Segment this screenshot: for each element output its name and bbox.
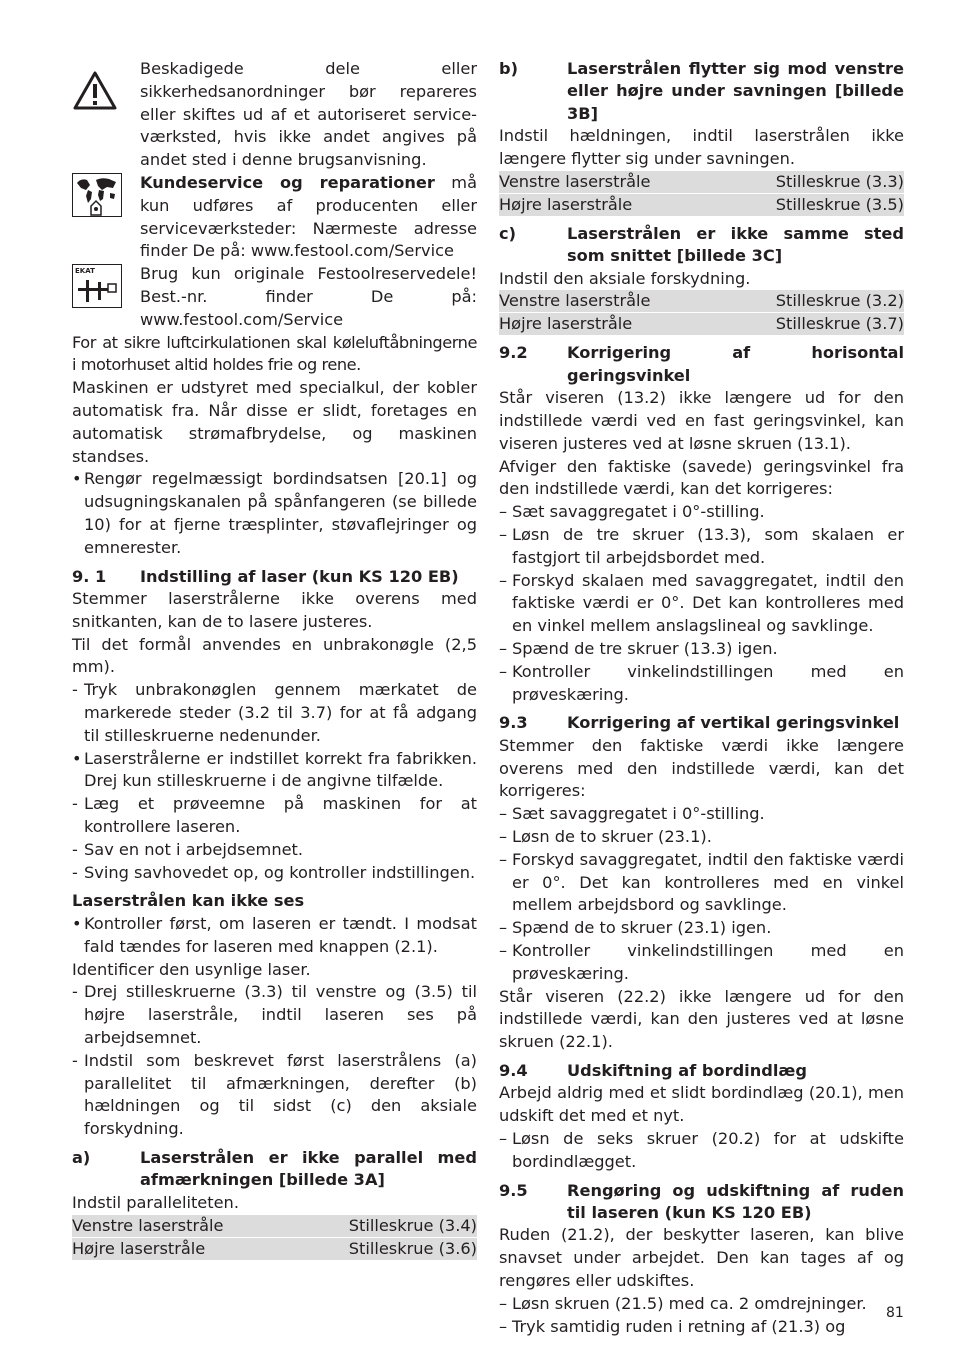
list-item: – Sæt savaggregatet i 0°-stilling. bbox=[499, 804, 765, 824]
paragraph: Arbejd aldrig med et slidt bordindlæg (20.1), men udskift det med et nyt. bbox=[499, 1083, 904, 1126]
list-item: – Forskyd skalaen med savaggregatet, indtil den faktiske værdi er 0°. Det kan kontrolleres med en vinkel mellem anslagslineal og savklinge. bbox=[499, 570, 904, 636]
section-heading: 9. 1 Indstilling af laser (kun KS 120 EB) bbox=[72, 566, 459, 586]
warning-icon bbox=[72, 70, 118, 112]
paragraph: Maskinen er udstyret med specialkul, der kobler automatisk fra. Når disse er slidt, foretages en automatisk strømafbrydelse, og maskinen standses. bbox=[72, 378, 477, 466]
list-item: • Rengør regelmæssigt bordindsatsen [20.1] og udsugningskanalen på spånfangeren (se billede 10) for at fjerne træsplinter, støvaflejringer og emnerester. bbox=[72, 469, 477, 557]
list-item: - Læg et prøveemne på maskinen for at kontrollere laseren. bbox=[72, 794, 477, 836]
list-item: – Spænd de to skruer (23.1) igen. bbox=[499, 918, 772, 938]
list-item: – Løsn de to skruer (23.1). bbox=[499, 826, 712, 846]
list-item: - Indstil som beskrevet først laserstrålens (a) parallelitet til afmærkningen, derefter (b) hældningen og til sidst (c) den aksiale forskydning. bbox=[72, 1050, 477, 1139]
warning-text: Beskadigede dele eller sikkerhedsanordninger bør repareres eller skiftes ud af et autoriseret service-værksted, hvis ikke andet angives på andet sted i denne brugsanvisning. bbox=[140, 59, 477, 170]
list-item: – Sæt savaggregatet i 0°-stilling. bbox=[499, 502, 765, 522]
list-item: • Laserstrålerne er indstillet korrekt fra fabrikken. Drej kun stilleskruerne i de angivne tilfælde. bbox=[72, 748, 477, 791]
section-heading: 9.5 Rengøring og udskiftning af ruden til laseren (kun KS 120 EB) bbox=[499, 1180, 904, 1222]
section-heading: 9.3 Korrigering af vertikal geringsvinkel bbox=[499, 713, 900, 733]
paragraph: Til det formål anvendes en unbrakonøgle (2,5 mm). bbox=[72, 634, 477, 677]
subheading: Laserstrålen kan ikke ses bbox=[72, 891, 305, 911]
table-row: Højre laserstråle Stilleskrue (3.6) bbox=[72, 1238, 477, 1261]
left-column bbox=[72, 58, 477, 1261]
adjustment-table bbox=[72, 1215, 477, 1261]
section-heading: 9.2 Korrigering af horisontal geringsvinkel bbox=[499, 343, 904, 385]
section-heading: c) Laserstrålen er ikke samme sted som snittet [billede 3C] bbox=[499, 223, 904, 266]
list-item: – Tryk samtidig ruden i retning af (21.3) og bbox=[499, 1316, 846, 1336]
paragraph: Indstil paralleliteten. bbox=[72, 1192, 239, 1212]
paragraph: Står viseren (13.2) ikke længere ud for den indstillede værdi ved en fast geringsvinkel, kan viseren justeres ved at løsne skruen (13.1). bbox=[499, 388, 904, 453]
paragraph: Indstil hældningen, indtil laserstrålen ikke længere flytter sig under savningen. bbox=[499, 126, 904, 169]
paragraph: Identificer den usynlige laser. bbox=[72, 959, 311, 979]
section-heading: 9.4 Udskiftning af bordindlæg bbox=[499, 1060, 807, 1080]
list-item: - Tryk unbrakonøglen gennem mærkatet de markerede steder (3.2 til 3.7) for at få adgang til stilleskruerne nedenunder. bbox=[72, 680, 477, 745]
list-item: – Kontroller vinkelindstillingen med en prøveskæring. bbox=[499, 661, 904, 704]
paragraph: For at sikre luftcirkulationen skal køleluftåbningerne i motorhuset altid holdes frie og rene. bbox=[72, 332, 477, 375]
table-row: Venstre laserstråle Stilleskrue (3.3) bbox=[499, 171, 904, 194]
service-text: må kun udføres af producenten eller serviceværksteder: Nærmeste adresse finder De på: www.festool.com/Service bbox=[140, 172, 477, 261]
list-item: - Sving savhovedet op, og kontroller indstillingen. bbox=[72, 862, 476, 882]
list-item: • Kontroller først, om laseren er tændt. I modsat fald tændes for laseren med knappen (2.1). bbox=[72, 914, 477, 956]
ekat-spare-parts-icon bbox=[72, 264, 122, 308]
table-row: Højre laserstråle Stilleskrue (3.7) bbox=[499, 313, 904, 336]
spare-parts-text: Brug kun originale Festoolreservedele! Best.-nr. finder De på: www.festool.com/Service bbox=[140, 264, 477, 329]
list-item: – Løsn de tre skruer (13.3), som skalaen er fastgjort til arbejdsbordet med. bbox=[499, 525, 904, 567]
world-service-icon bbox=[72, 173, 122, 217]
paragraph: Ruden (21.2), der beskytter laseren, kan blive snavset under arbejdet. Den kan tages af og rengøres eller udskiftes. bbox=[499, 1225, 904, 1290]
page-number: 81 bbox=[886, 1305, 904, 1321]
adjustment-table bbox=[499, 171, 904, 217]
paragraph: Stemmer laserstrålerne ikke overens med snitkanten, kan de to lasere justeres. bbox=[72, 588, 477, 631]
ekat-label: EKAT bbox=[75, 267, 95, 276]
paragraph: Står viseren (22.2) ikke længere ud for den indstillede værdi, kan den justeres ved at løsne skruen (22.1). bbox=[499, 986, 904, 1052]
adjustment-table bbox=[499, 290, 904, 336]
section-heading: b) Laserstrålen flytter sig mod venstre eller højre under savningen [billede 3B] bbox=[499, 59, 904, 123]
list-item: - Sav en not i arbejdsemnet. bbox=[72, 839, 304, 859]
table-row: Højre laserstråle Stilleskrue (3.5) bbox=[499, 194, 904, 217]
paragraph: Afviger den faktiske (savede) geringsvinkel fra den indstillede værdi, kan det korrigeres: bbox=[499, 456, 904, 499]
list-item: – Løsn skruen (21.5) med ca. 2 omdrejninger. bbox=[499, 1293, 867, 1313]
table-row: Venstre laserstråle Stilleskrue (3.2) bbox=[499, 290, 904, 313]
service-notice bbox=[72, 172, 477, 263]
list-item: - Drej stilleskruerne (3.3) til venstre og (3.5) til højre laserstråle, indtil laseren ses på arbejdsemnet. bbox=[72, 982, 477, 1048]
paragraph: Stemmer den faktiske værdi ikke længere overens med den indstillede værdi, kan det korrigeres: bbox=[499, 735, 904, 801]
warning-notice bbox=[72, 58, 477, 172]
table-row: Venstre laserstråle Stilleskrue (3.4) bbox=[72, 1215, 477, 1238]
paragraph: Indstil den aksiale forskydning. bbox=[499, 268, 751, 288]
list-item: – Spænd de tre skruer (13.3) igen. bbox=[499, 639, 778, 658]
service-bold-text: Kundeservice og reparationer bbox=[140, 172, 435, 192]
list-item: – Kontroller vinkelindstillingen med en prøveskæring. bbox=[499, 940, 904, 983]
list-item: – Løsn de seks skruer (20.2) for at udskifte bordindlægget. bbox=[499, 1128, 904, 1171]
list-item: – Forskyd savaggregatet, indtil den faktiske værdi er 0°. Det kan kontrolleres med en vinkel mellem arbejdsbord og savklinge. bbox=[499, 849, 904, 915]
spare-parts-notice bbox=[72, 263, 477, 331]
right-column bbox=[499, 58, 904, 1338]
section-heading: a) Laserstrålen er ikke parallel med afmærkningen [billede 3A] bbox=[72, 1148, 477, 1190]
